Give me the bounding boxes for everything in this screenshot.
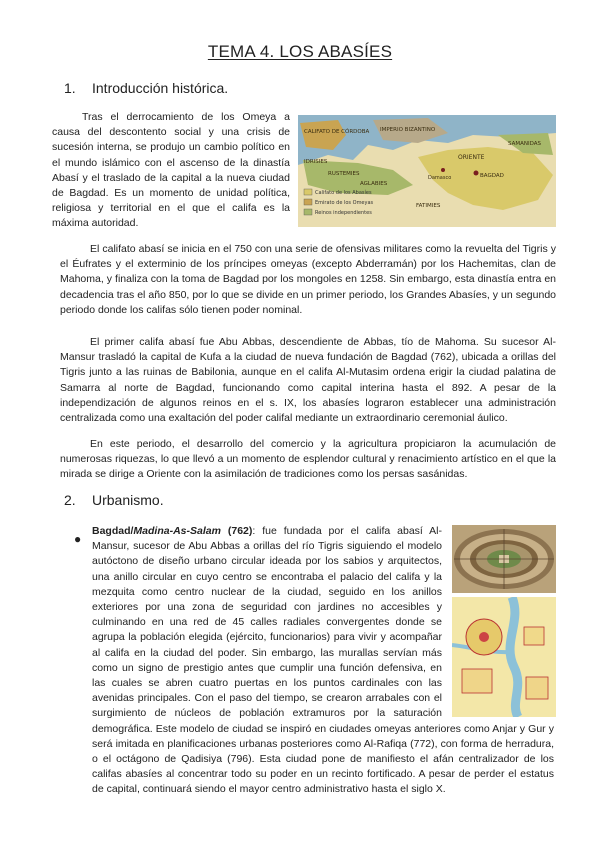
bullet-title	[92, 525, 252, 537]
map-label-byzantine: IMPERIO BIZANTINO	[380, 127, 436, 133]
legend-label-abbasid: Califato de los Abasíes	[315, 190, 372, 196]
document-title: TEMA 4. LOS ABASÍES	[207, 42, 393, 61]
section-number: 2.	[64, 492, 76, 508]
bullet-title-italic: Madina-As-Salam	[133, 525, 221, 537]
section-heading-1	[64, 80, 228, 96]
map-label-bagdad: BAGDAD	[480, 173, 504, 179]
legend-label-omeya: Emirato de los Omeyas	[315, 200, 374, 206]
legend-swatch-independent	[304, 209, 312, 215]
section-title: Introducción histórica.	[92, 80, 229, 96]
bullet-title-year: (762)	[220, 525, 253, 537]
abbasid-map-figure	[298, 115, 556, 227]
abbasid-map	[298, 115, 556, 227]
map-city-baghdad	[474, 171, 479, 176]
paragraph-primer-califa: El primer califa abasí fue Abu Abbas, descendiente de Abbas, tío de Mahoma. Su sucesor Al-Mansur trasladó la capital de Kufa a la ciudad de nueva fundación de Bagdad (762), ubicada a orillas del Tigris junto a las ruinas de Babilonia, aunque en el califa Al-Mutasim ordena erigir la ciudad palatina de Samarra al norte de Bagdad, funcionando como capital interina hasta el 892. A pesar de la independización de algunos reinos en el s. IX, los abasíes lograron establecer una administración centralizada como una exaltación del poder califal mediante un extraordinario ceremonial áulico.	[60, 336, 556, 425]
map-label-aglabies: AGLABIES	[360, 181, 388, 187]
paragraph-intro: Tras el derrocamiento de los Omeya a causa del descontento social y una crisis de sucesión interna, se produjo un cambio político en el mundo islámico con el ascenso de la dinastía Abasí y el traslado de la capital a la nueva ciudad de Bagdad. Es un momento de unidad política, religiosa y territorial en el que el califa es la máxima autoridad.	[52, 111, 290, 230]
bullet-bagdad	[92, 524, 554, 798]
map-label-damasco: Damasco	[428, 175, 452, 181]
bullet-body: : fue fundada por el califa abasí Al-Mansur, sucesor de Abu Abbas a orillas del río Tigris siguiendo el modelo autóctono de diseño urbano circular ideada por los sabios y arquitectos, una anillo circular en cuyo centro se encontraba el palacio del califa y la mezquita como centro nuclear de la ciudad, seguido en los anillos exteriores por una zona de seguridad con jardines no accesibles y culminando en una red de 45 calles radiales convergentes donde se agrupa la población elegida (ejército, funcionarios) para vivir y acompañar al califa en la ciudad del poder. Sin embargo, las murallas servían más como un signo de prestigio antes que cumplir una función defensiva, en las cuales se abren cuatro puertas en los puntos cardinales con las avenidas principales. Con el paso del tiempo, se crearon arrabales con el surgimiento de núcleos de población extramuros por la saturación demográfica. Este modelo de ciudad se inspiró en ciudades omeyas anteriores como Anjar y Gur y será imitada en planificaciones urbanas posteriores como Al-Rafiqa (772), con forma de herradura, o el octágono de Qadisiya (796). Esta ciudad pone de manifiesto el afán centralizador de los califas abasíes al concentrar todo su poder en un recinto fortificado. A pesar de perder el estatus de capital, continuará siendo el mayor centro administrativo hasta el siglo X.	[92, 525, 554, 796]
paragraph-califato: El califato abasí se inicia en el 750 con una serie de ofensivas militares como la revuelta del Tigris y el Éufrates y el exterminio de los príncipes omeyas (excepto Abderramán) por los Hachemitas, clan de Mahoma, y finaliza con la toma de Bagdad por los mongoles en 1258. Sin embargo, esta dinastía entra en decadencia tras el año 850, por lo que se divide en un primer periodo, los Grandes Abasíes, y un segundo periodo donde los califas sólo tienen poder nominal.	[60, 243, 556, 316]
section-number: 1.	[64, 80, 76, 96]
paragraph-esplendor: En este periodo, el desarrollo del comercio y la agricultura propiciaron la acumulación de numerosas riquezas, lo que llevó a un momento de esplendor cultural y renacimiento artístico en el que la mirada se dirige a Oriente con la asimilación de tradiciones como los persas sasánidas.	[60, 438, 556, 481]
map-label-idrisies: IDRISIES	[304, 159, 328, 165]
section-title: Urbanismo.	[92, 492, 164, 508]
map-label-oriente: ORIENTE	[458, 154, 485, 161]
legend-label-independent: Reinos independientes	[315, 210, 372, 216]
map-label-cordoba: CALIFATO DE CÓRDOBA	[304, 129, 370, 135]
bullet-title-name: Bagdad/	[92, 525, 134, 537]
map-label-rustemies: RUSTEMIES	[328, 171, 360, 177]
section-heading-2	[64, 492, 164, 508]
legend-swatch-abbasid	[304, 189, 312, 195]
map-city-damascus	[441, 168, 445, 172]
bullet-marker: ●	[74, 532, 82, 546]
map-label-samanidas: SAMANIDAS	[508, 141, 541, 147]
legend-swatch-omeya	[304, 199, 312, 205]
map-label-fatimies: FATIMIES	[416, 203, 441, 209]
